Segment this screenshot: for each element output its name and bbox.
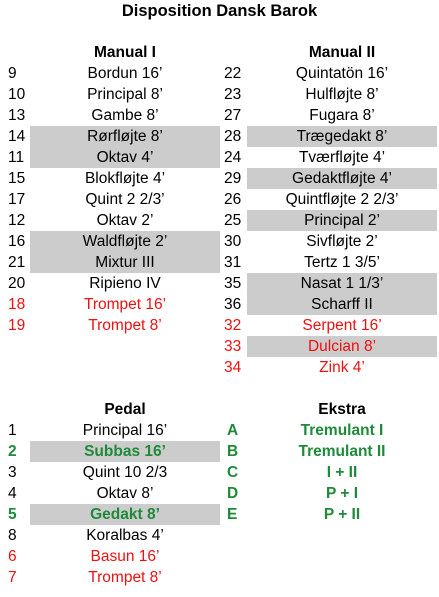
pedal-stop-name: Koralbas 4’ xyxy=(86,527,164,544)
manual1-stop-name: Rørfløjte 8’ xyxy=(30,126,220,147)
manual1-stop-name: Mixtur III xyxy=(30,252,220,273)
manual2-stop-number: 32 xyxy=(224,317,242,334)
manual2-stop-number: 34 xyxy=(224,359,242,376)
ekstra-stop-number: C xyxy=(227,464,239,481)
ekstra-stop-row xyxy=(0,483,439,504)
manual2-stop-row xyxy=(0,126,439,147)
manual2-stop-name: Trægedakt 8’ xyxy=(247,126,437,147)
manual1-stop-number: 16 xyxy=(8,233,26,250)
pedal-heading: Pedal xyxy=(104,401,146,418)
manual2-stop-row xyxy=(0,294,439,315)
ekstra-stop-row xyxy=(0,504,439,525)
ekstra-stop-row xyxy=(0,420,439,441)
manual2-stop-name: Sivfløjte 2’ xyxy=(306,233,378,250)
manual2-stop-number: 25 xyxy=(224,212,242,229)
pedal-stop-name: Basun 16’ xyxy=(90,548,160,565)
pedal-stop-number: 2 xyxy=(8,443,17,460)
manual2-stop-name: Scharff II xyxy=(247,294,437,315)
pedal-stop-row xyxy=(0,567,439,588)
manual2-stop-name: Principal 2’ xyxy=(247,210,437,231)
manual2-stop-number: 22 xyxy=(224,65,242,82)
manual2-stop-row xyxy=(0,168,439,189)
manual1-stop-number: 11 xyxy=(8,149,25,166)
pedal-stop-number: 3 xyxy=(8,464,17,481)
manual1-stop-name: Oktav 4’ xyxy=(30,147,220,168)
manual1-stop-name: Waldfløjte 2’ xyxy=(30,231,220,252)
manual1-stop-name: Quint 2 2/3’ xyxy=(85,191,165,208)
pedal-stop-row xyxy=(0,525,439,546)
manual1-stop-number: 10 xyxy=(8,86,26,103)
pedal-stop-name: Principal 16’ xyxy=(82,422,168,439)
ekstra-stop-number: B xyxy=(227,443,239,460)
pedal-stop-number: 6 xyxy=(8,548,17,565)
manual2-stop-row xyxy=(0,231,439,252)
manual1-stop-number: 19 xyxy=(8,317,26,334)
manual2-stop-name: Dulcian 8’ xyxy=(247,336,437,357)
ekstra-heading: Ekstra xyxy=(318,401,366,418)
manual1-stop-name: Blokfløjte 4’ xyxy=(84,170,166,187)
manual2-stop-number: 36 xyxy=(224,296,242,313)
manual2-stop-number: 30 xyxy=(224,233,242,250)
manual2-stop-row xyxy=(0,252,439,273)
manual2-stop-number: 28 xyxy=(224,128,242,145)
manual2-stop-name: Zink 4’ xyxy=(319,359,365,376)
manual1-stop-name: Principal 8’ xyxy=(87,86,163,103)
manual2-stop-row xyxy=(0,63,439,84)
pedal-stop-name: Subbas 16’ xyxy=(30,441,220,462)
manual2-stop-row xyxy=(0,315,439,336)
manual2-stop-row xyxy=(0,357,439,378)
manual2-stop-name: Gedaktfløjte 4’ xyxy=(247,168,437,189)
manual2-stop-row xyxy=(0,147,439,168)
manual1-stop-number: 17 xyxy=(8,191,26,208)
ekstra-stop-name: Tremulant I xyxy=(300,422,384,439)
manual1-stop-name: Bordun 16’ xyxy=(87,65,163,82)
manual2-stop-name: Tertz 1 3/5’ xyxy=(304,254,380,271)
ekstra-stop-number: E xyxy=(227,506,238,523)
ekstra-stop-number: A xyxy=(227,422,239,439)
ekstra-stop-name: Tremulant II xyxy=(298,443,386,460)
manual1-stop-name: Trompet 8’ xyxy=(88,317,162,334)
manual2-stop-row xyxy=(0,336,439,357)
ekstra-stop-name: P + I xyxy=(325,485,359,502)
pedal-stop-name: Oktav 8’ xyxy=(96,485,154,502)
manual2-stop-name: Quintfløjte 2 2/3’ xyxy=(285,191,399,208)
pedal-stop-name: Gedakt 8’ xyxy=(30,504,220,525)
manual1-stop-number: 21 xyxy=(8,254,26,271)
manual2-stop-name: Hulfløjte 8’ xyxy=(305,86,379,103)
manual2-stop-row xyxy=(0,273,439,294)
ekstra-stop-name: P + II xyxy=(323,506,361,523)
manual2-stop-number: 23 xyxy=(224,86,242,103)
manual1-stop-name: Gambe 8’ xyxy=(91,107,159,124)
manual1-stop-number: 13 xyxy=(8,107,26,124)
manual1-stop-number: 14 xyxy=(8,128,26,145)
ekstra-stop-row xyxy=(0,441,439,462)
manual2-heading: Manual II xyxy=(308,44,376,61)
page-title: Disposition Dansk Barok xyxy=(121,2,318,20)
manual2-stop-row xyxy=(0,189,439,210)
manual1-stop-number: 18 xyxy=(8,296,26,313)
manual2-stop-name: Serpent 16’ xyxy=(302,317,382,334)
pedal-stop-name: Trompet 8’ xyxy=(88,569,162,586)
manual1-stop-name: Oktav 2’ xyxy=(96,212,154,229)
manual2-stop-row xyxy=(0,210,439,231)
pedal-stop-number: 5 xyxy=(8,506,17,523)
manual2-stop-name: Nasat 1 1/3’ xyxy=(247,273,437,294)
manual2-stop-row xyxy=(0,105,439,126)
manual1-stop-name: Trompet 16’ xyxy=(83,296,167,313)
manual2-stop-number: 27 xyxy=(224,107,242,124)
manual2-stop-number: 33 xyxy=(224,338,242,355)
ekstra-stop-row xyxy=(0,462,439,483)
manual2-stop-name: Fugara 8’ xyxy=(309,107,375,124)
pedal-stop-number: 8 xyxy=(8,527,17,544)
pedal-stop-number: 1 xyxy=(8,422,17,439)
manual1-stop-name: Ripieno IV xyxy=(89,275,161,292)
ekstra-stop-number: D xyxy=(227,485,239,502)
manual2-stop-number: 31 xyxy=(224,254,242,271)
manual2-stop-number: 24 xyxy=(224,149,242,166)
pedal-stop-number: 7 xyxy=(8,569,17,586)
manual1-stop-number: 9 xyxy=(8,65,17,82)
pedal-stop-name: Quint 10 2/3 xyxy=(82,464,168,481)
pedal-stop-number: 4 xyxy=(8,485,17,502)
manual1-stop-number: 20 xyxy=(8,275,26,292)
pedal-stop-row xyxy=(0,546,439,567)
manual2-stop-number: 29 xyxy=(224,170,242,187)
manual1-stop-number: 12 xyxy=(8,212,26,229)
manual2-stop-number: 35 xyxy=(224,275,242,292)
manual2-stop-name: Quintatön 16’ xyxy=(295,65,389,82)
manual1-stop-number: 15 xyxy=(8,170,26,187)
manual1-heading: Manual I xyxy=(93,44,156,61)
manual2-stop-name: Tværfløjte 4’ xyxy=(298,149,386,166)
manual2-stop-number: 26 xyxy=(224,191,242,208)
manual2-stop-row xyxy=(0,84,439,105)
ekstra-stop-name: I + II xyxy=(326,464,358,481)
